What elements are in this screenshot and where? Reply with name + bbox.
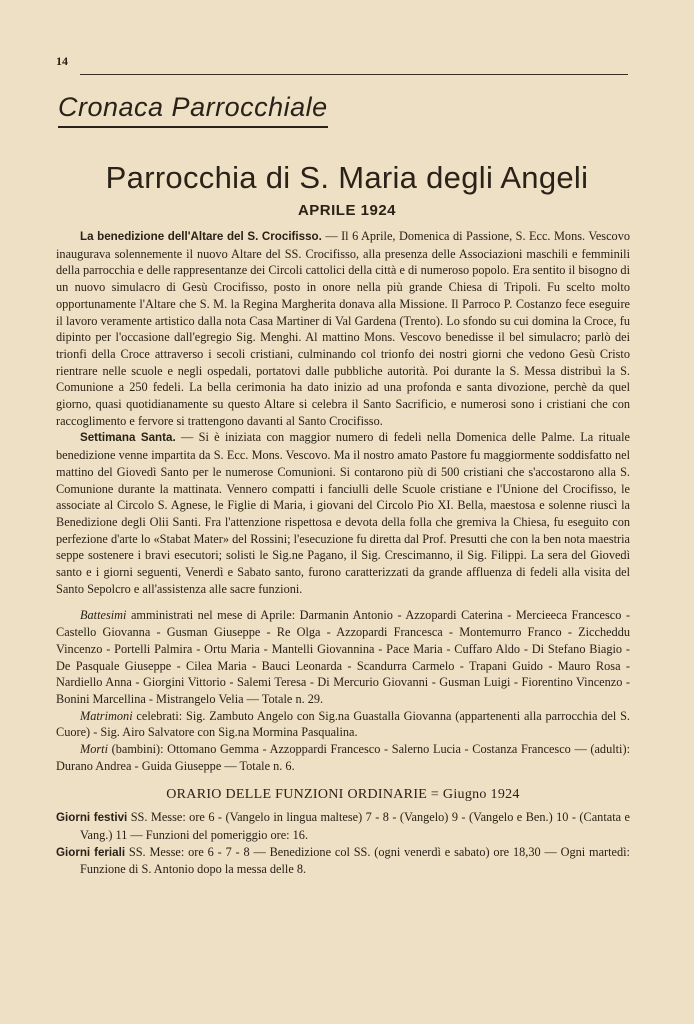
paragraph-lead: Battesimi [80,608,127,623]
parish-title: Parrocchia di S. Maria degli Angeli [105,160,589,195]
paragraph-text: celebrati: Sig. Zambuto Angelo con Sig.na Guastalla Giovanna (appartenenti alla parrocchia del S. Cuore) - Sig. Airo Salvatore con Sig.na Mormina Pasqualina. [56,708,630,740]
paragraph-lead: Settimana Santa. [80,431,176,445]
paragraph-lead: Morti [80,742,109,757]
paragraph-text: — Si è iniziata con maggior numero di fedeli nella Domenica delle Palme. La rituale benedizione venne impartita da S. Ecc. Mons. Vescovo. Ma il nostro amato Pastore fu maggiormente soddisfatto nel mattino del Giovedì Santo per le numerose Comunioni. Si contarono più di 500 cristiani che s'accostarono alla S. Comunione durante la mattinata. Vennero compatti i fanciulli delle Scuole cristiane e l'Unione del Crocifisso, le associate al Circolo S. Agnese, le Figlie di Maria, i giovani del Circolo Pio XI. Bella, maestosa e solenne riuscì la Benedizione degli Olii Santi. Fra l'attenzione rispettosa e devota della folla che gremiva la Chiesa, fu eseguito con perfezione d'arte lo «Stabat Mater» del Rossini; l'esecuzione fu diretta dal Prof. Presutti che con la ben nota maestria seppe sostenere i bravi esecutori; solisti le Sig.ne Pagano, il Sig. Crescimanno, il Sig. Filippi. La sera del Giovedì santo e i giorni seguenti, Venerdì e Sabato santo, furono caratterizzati da grande affluenza di fedeli alla visita del Santo Sepolcro e all'assistenza alle sacre funzioni. [56,430,630,596]
paragraph-marriages [56,708,630,741]
schedule-lead: Giorni feriali [56,845,126,859]
month-heading: APRILE 1924 [297,202,397,219]
paragraph-altar-blessing [56,228,630,429]
schedule-feriali [56,844,630,878]
header-rule [80,74,628,75]
paragraph-lead: Matrimoni [80,708,133,723]
article-body [56,228,630,878]
schedule-text: SS. Messe: ore 6 - 7 - 8 — Benedizione col SS. (ogni venerdì e sabato) ore 18,30 — Ogni martedì: Funzione di S. Antonio dopo la messa delle 8. [80,844,630,877]
paragraph-deaths [56,741,630,774]
paragraph-text: amministrati nel mese di Aprile: Darmanin Antonio - Azzopardi Caterina - Mercieeca Francesco - Castello Giovanna - Gusman Giuseppe - Re Olga - Azzopardi Francesca - Montemurro Franco - Zicchеddu Vincenzo - Portelli Palmira - Ortu Maria - Mantelli Giovannina - Pace Maria - Cuffaro Aldo - Di Stefano Biagio - De Pasquale Giuseppe - Cilea Maria - Bauci Leonarda - Scandurra Carmelo - Trapani Guido - Mauro Rosa - Nardiello Anna - Giorgini Vittorio - Salemi Teresa - Di Mercurio Giovanni - Gusman Luigi - Fiorentino Vincenzo - Bonini Marcellina - Mistrangelo Velia — Totale n. 29. [56,608,630,706]
schedule-lead: Giorni festivi [56,811,128,825]
paragraph-text: (bambini): Ottomano Gemma - Azzoppardi Francesco - Salerno Lucia - Costanza Francesco — (adulti): Durano Andrea - Guida Giuseppe — Totale n. 6. [56,742,630,773]
section-title: Cronaca Parrocchiale [58,92,328,128]
schedule-heading: ORARIO DELLE FUNZIONI ORDINARIE = Giugno 1924 [166,786,520,802]
paragraph-baptisms [56,607,630,707]
page-number: 14 [56,54,68,68]
schedule-block [56,809,630,878]
schedule-text: SS. Messe: ore 6 - (Vangelo in lingua maltese) 7 - 8 - (Vangelo) 9 - (Vangelo e Ben.) 10 - (Cantata e Vang.) 11 — Funzioni del pomeriggio ore: 16. [80,810,630,842]
schedule-festive [56,809,630,843]
paragraph-lead: La benedizione dell'Altare del S. Crocifisso. [80,230,322,243]
paragraph-text: — Il 6 Aprile, Domenica di Passione, S. Ecc. Mons. Vescovo inaugurava solennemente il nuovo Altare del SS. Crocifisso, alla presenza delle Associazioni maschili e femminili della parrocchia e delle rappresentanze dei Circoli cattolici della città e di numeroso popolo. Era sentito il bisogno di un nuovo simulacro di Gesù Crocifisso, posto in onore nella più grande Chiesa di Tripoli. Fu scelto molto opportunamente l'Altare che S. M. la Regina Margherita donava alla Missione. Il Parroco P. Costanzo fece eseguire il lavoro veramente artistico dalla nota Casa Martiner di Val Gardena (Trento). Lo sfondo su cui domina la Croce, fu dipinto per l'occasione dall'egregio Sig. Menghi. Al mattino Mons. Vescovo benedisse il bel simulacro; parlò dei trionfi della Croce attraverso i secoli cristiani, culminando col trionfo dei nostri giorni che vedono Gesù Cristo rientrare nelle scuole e negli ospedali, portatovi dalle pubbliche autorità. Poi durante la S. Messa distribuì la S. Comunione a 250 fedeli. La bella cerimonia ha dato inizio ad una profonda e santa divozione, perchè da quel giorno, quasi quotidianamente su questo Altare si celebra il Santo Sacrificio, e numerosi sono i cristiani che con raccoglimento e fervore si trattengono davanti al Santo Crocifisso. [56,229,630,428]
paragraph-holy-week [56,429,630,597]
